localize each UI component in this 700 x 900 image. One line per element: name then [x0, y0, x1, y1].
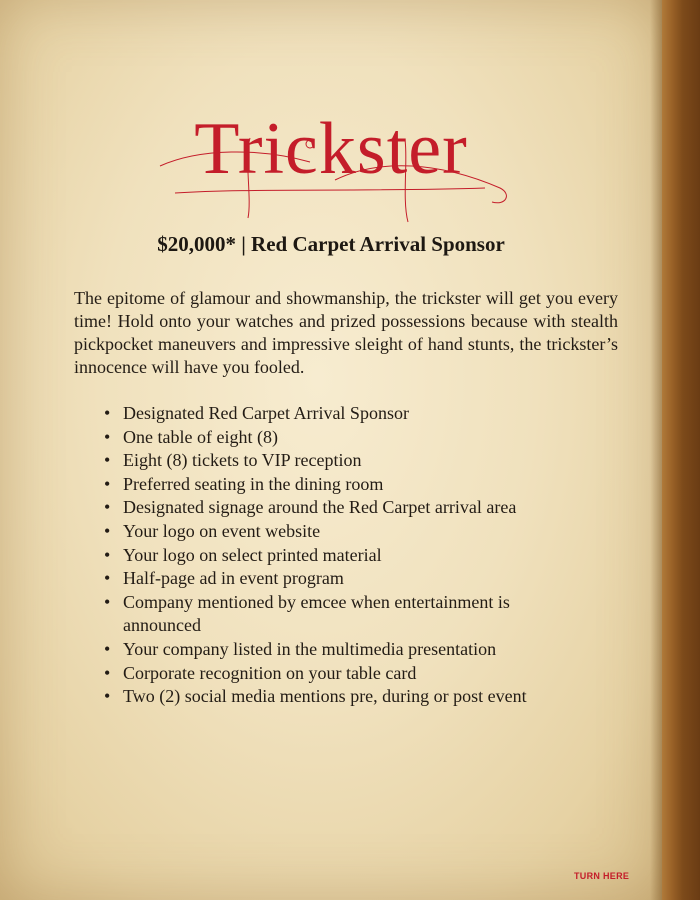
benefit-item: • Preferred seating in the dining room — [104, 473, 564, 497]
benefit-item: • Corporate recognition on your table card — [104, 662, 564, 686]
benefit-item: • Your company listed in the multimedia presentation — [104, 638, 564, 662]
page-title: Trickster — [194, 108, 468, 190]
sponsor-level-heading: $20,000* | Red Carpet Arrival Sponsor — [157, 232, 505, 256]
benefit-item: • One table of eight (8) — [104, 426, 564, 450]
intro-paragraph: The epitome of glamour and showmanship, the trickster will get you every time! Hold onto your watches and prized possessions because with stealth pickpocket maneuvers and impressive sleight of hand stunts, the trickster’s innocence will have you fooled. — [74, 288, 618, 377]
turn-here-link[interactable]: TURN HERE — [574, 871, 630, 881]
benefit-item: • Your logo on select printed material — [104, 544, 564, 568]
book-cover-edge — [662, 0, 700, 900]
benefit-item: • Half-page ad in event program — [104, 567, 564, 591]
benefit-item: • Company mentioned by emcee when entertainment is announced — [104, 591, 564, 638]
benefits-list — [104, 402, 564, 709]
benefit-item: • Eight (8) tickets to VIP reception — [104, 449, 564, 473]
benefit-item: • Designated signage around the Red Carpet arrival area — [104, 496, 564, 520]
benefit-item: • Your logo on event website — [104, 520, 564, 544]
benefit-item: • Designated Red Carpet Arrival Sponsor — [104, 402, 564, 426]
benefit-item: • Two (2) social media mentions pre, during or post event — [104, 685, 564, 709]
